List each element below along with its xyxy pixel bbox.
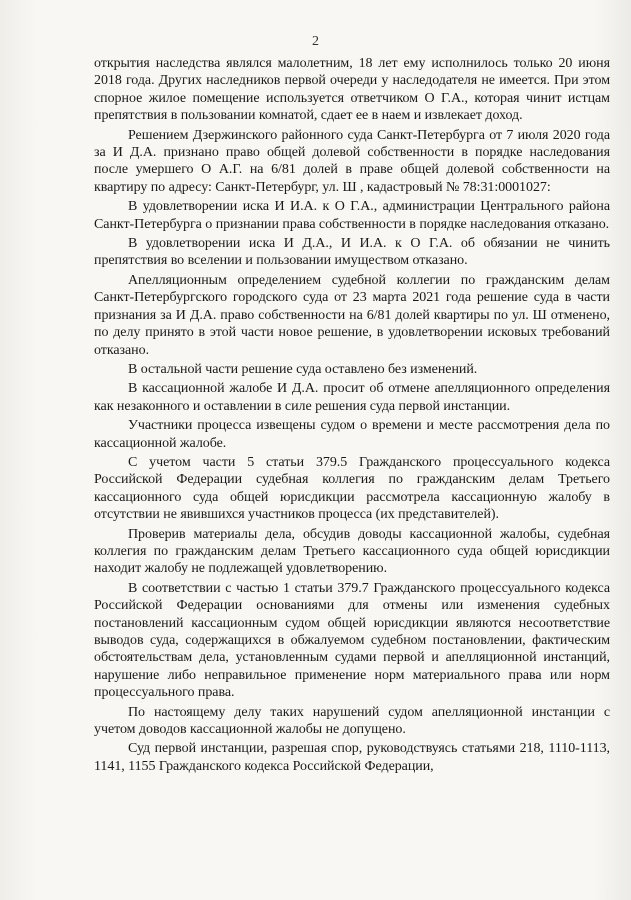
page-number: 2: [312, 34, 319, 49]
paragraph-2: Решением Дзержинского районного суда Санкт-Петербурга от 7 июля 2020 года за И Д.А. признано право общей долевой собственности в порядке наследования после умершего О А.Г. на 6/81 долей в праве общей долевой собственности на квартиру по адресу: Санкт-Петербург, ул. Ш , кадастровый № 78:31:0001027:: [94, 127, 610, 195]
paragraph-11: В соответствии с частью 1 статьи 379.7 Гражданского процессуального кодекса Российской Федерации основаниями для отмены или изменения судебных постановлений кассационным судом общей юрисдикции являются несоответствие выводов суда, содержащихся в обжалуемом судебном постановлении, фактическим обстоятельствам дела, установленным судами первой и апелляционной инстанций, нарушение либо неправильное применение норм материального права или норм процессуального права.: [94, 580, 610, 701]
paragraph-6: В остальной части решение суда оставлено без изменений.: [128, 361, 478, 377]
paragraph-3: В удовлетворении иска И И.А. к О Г.А., администрации Центрального района Санкт-Петербурга о признании права собственности в порядке наследования отказано.: [94, 199, 610, 232]
paragraph-13: Суд первой инстанции, разрешая спор, руководствуясь статьями 218, 1110-1113, 1141, 1155 Гражданского кодекса Российской Федерации,: [94, 741, 610, 774]
paragraph-5: Апелляционным определением судебной коллегии по гражданским делам Санкт-Петербургского городского суда от 23 марта 2021 года решение суда в части признания за И Д.А. право собственности на 6/81 долей квартиры по ул. Ш отменено, по делу принято в этой части новое решение, в удовлетворении исковых требований отказано.: [94, 272, 610, 358]
paragraph-4: В удовлетворении иска И Д.А., И И.А. к О Г.А. об обязании не чинить препятствия во вселении и пользовании имуществом отказано.: [94, 236, 610, 269]
paragraph-9: С учетом части 5 статьи 379.5 Гражданского процессуального кодекса Российской Федерации судебная коллегия по гражданским делам Третьего кассационного суда общей юрисдикции рассмотрела кассационную жалобу в отсутствии не явившихся участников процесса (их представителей).: [94, 454, 610, 523]
paragraph-10: Проверив материалы дела, обсудив доводы кассационной жалобы, судебная коллегия по гражданским делам Третьего кассационного суда общей юрисдикции находит жалобу не подлежащей удовлетворению.: [94, 526, 610, 577]
paragraph-1: открытия наследства являлся малолетним, 18 лет ему исполнилось только 20 июня 2018 года. Других наследников первой очереди у наследодателя не имеется. При этом спорное жилое помещение используется ответчиком О Г.А., которая чинит истцам препятствия в пользовании комнатой, сдает ее в наем и извлекает доход.: [94, 56, 610, 124]
paragraph-12: По настоящему делу таких нарушений судом апелляционной инстанции с учетом доводов кассационной жалобы не допущено.: [94, 704, 610, 738]
document-text: [94, 55, 610, 775]
paragraph-7: В кассационной жалобе И Д.А. просит об отмене апелляционного определения как незаконного и оставлении в силе решения суда первой инстанции.: [94, 381, 610, 414]
paragraph-8: Участники процесса извещены судом о времени и месте рассмотрения дела по кассационной жалобе.: [94, 418, 610, 451]
